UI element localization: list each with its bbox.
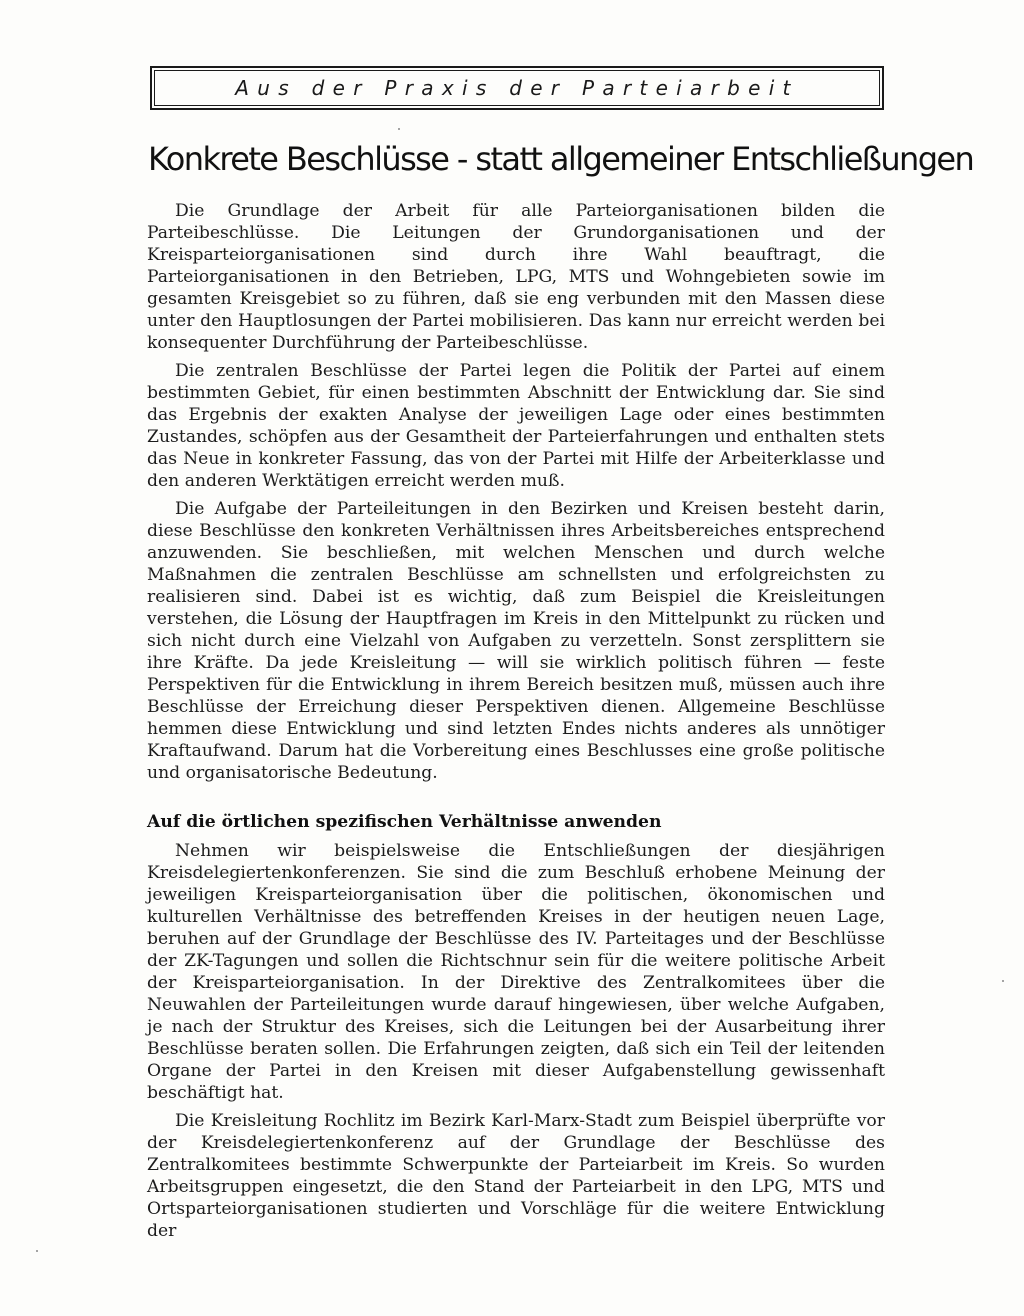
running-header-box	[150, 66, 884, 110]
article-section-2	[147, 840, 885, 1248]
scan-speck	[1002, 980, 1004, 982]
paragraph: Nehmen wir beispielsweise die Entschließungen der diesjährigen Kreisdelegiertenkonferenzen. Sie sind die zum Beschluß erhobene Meinung der jeweiligen Kreisparteiorganisation über die politischen, ökonomischen und kulturellen Verhältnisse des betreffenden Kreises in der heutigen neuen Lage, beruhen auf der Grundlage der Beschlüsse des IV. Parteitages und der Beschlüsse der ZK-Tagungen und sollen die Richtschnur sein für die weitere politische Arbeit der Kreisparteiorganisation. In der Direktive des Zentralkomitees über die Neuwahlen der Parteileitungen wurde darauf hingewiesen, über welche Aufgaben, je nach der Struktur des Kreises, sich die Leitungen bei der Ausarbeitung ihrer Beschlüsse beraten sollen. Die Erfahrungen zeigten, daß sich ein Teil der leitenden Organe der Partei in den Kreisen mit dieser Aufgabenstellung gewissenhaft beschäftigt hat.	[147, 841, 885, 1103]
paragraph: Die Grundlage der Arbeit für alle Parteiorganisationen bilden die Parteibeschlüsse. Die Leitungen der Grundorganisationen und der Kreisparteiorganisationen sind durch ihre Wahl beauftragt, die Parteiorganisationen in den Betrieben, LPG, MTS und Wohngebieten sowie im gesamten Kreisgebiet so zu führen, daß sie eng verbunden mit den Massen diese unter den Hauptlosungen der Partei mobilisieren. Das kann nur erreicht werden bei konsequenter Durchführung der Parteibeschlüsse.	[147, 201, 885, 353]
paragraph: Die zentralen Beschlüsse der Partei legen die Politik der Partei auf einem bestimmten Gebiet, für einen bestimmten Abschnitt der Entwicklung dar. Sie sind das Ergebnis der exakten Analyse der jeweiligen Lage oder eines bestimmten Zustandes, schöpfen aus der Gesamtheit der Parteierfahrungen und enthalten stets das Neue in konkreter Fassung, das von der Partei mit Hilfe der Arbeiterklasse und den anderen Werktätigen erreicht werden muß.	[147, 361, 885, 491]
running-header-title: Aus der Praxis der Parteiarbeit	[235, 76, 799, 100]
scan-speck	[36, 1250, 38, 1252]
section-subheading: Auf die örtlichen spezifischen Verhältnisse anwenden	[147, 812, 662, 832]
scan-speck	[398, 128, 400, 130]
paragraph: Die Aufgabe der Parteileitungen in den Bezirken und Kreisen besteht darin, diese Beschlüsse den konkreten Verhältnissen ihres Arbeitsbereiches entsprechend anzuwenden. Sie beschließen, mit welchen Menschen und durch welche Maßnahmen die zentralen Beschlüsse am schnellsten und erfolgreichsten zu realisieren sind. Dabei ist es wichtig, daß zum Beispiel die Kreisleitungen verstehen, die Lösung der Hauptfragen im Kreis in den Mittelpunkt zu rücken und sich nicht durch eine Vielzahl von Aufgaben zu verzetteln. Sonst zersplittern sie ihre Kräfte. Da jede Kreisleitung — will sie wirklich politisch führen — feste Perspektiven für die Entwicklung in ihrem Bereich besitzen muß, müssen auch ihre Beschlüsse der Erreichung dieser Perspektiven dienen. Allgemeine Beschlüsse hemmen diese Entwicklung und sind letzten Endes nichts anderes als unnötiger Kraftaufwand. Darum hat die Vorbereitung eines Beschlusses eine große politische und organisatorische Bedeutung.	[147, 499, 885, 783]
paragraph: Die Kreisleitung Rochlitz im Bezirk Karl-Marx-Stadt zum Beispiel überprüfte vor der Kreisdelegiertenkonferenz auf der Grundlage der Beschlüsse des Zentralkomitees bestimmte Schwerpunkte der Parteiarbeit im Kreis. So wurden Arbeitsgruppen eingesetzt, die den Stand der Parteiarbeit in den LPG, MTS und Ortsparteiorganisationen studierten und Vorschläge für die weitere Entwicklung der	[147, 1111, 885, 1241]
article-title: Konkrete Beschlüsse - statt allgemeiner Entschließungen	[148, 140, 974, 178]
article-section-1	[147, 200, 885, 790]
